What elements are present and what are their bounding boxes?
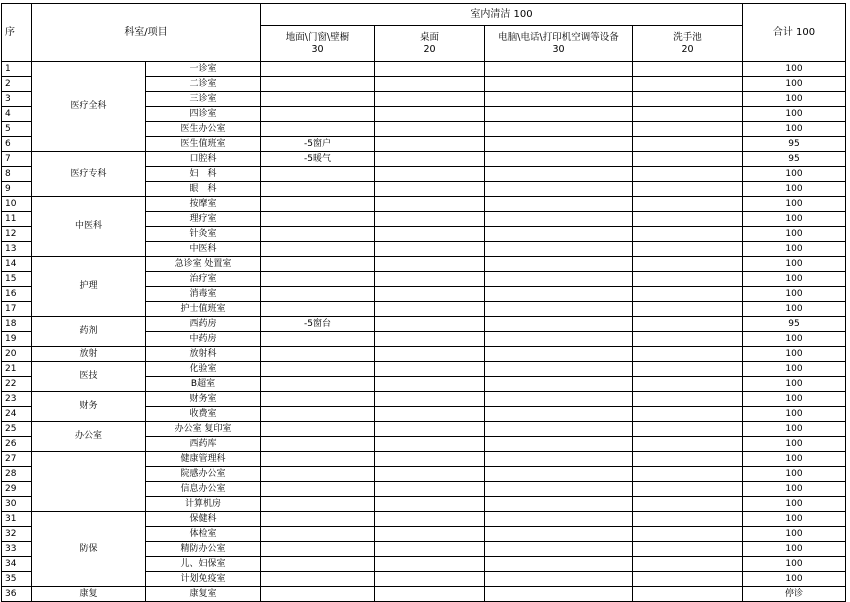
equipment-cell [485,557,633,572]
total-cell: 100 [743,407,846,422]
room-cell: 健康管理科 [146,452,261,467]
total-cell: 95 [743,317,846,332]
floor-windows-cell: -5暖气 [261,152,375,167]
sink-cell [633,377,743,392]
sink-cell [633,542,743,557]
header-sink-label: 洗手池 [673,31,702,43]
table-row [2,392,846,407]
room-cell: 办公室 复印室 [146,422,261,437]
room-cell: 理疗室 [146,212,261,227]
equipment-cell [485,587,633,602]
sink-cell [633,272,743,287]
equipment-cell [485,407,633,422]
desk-cell [375,257,485,272]
seq-cell: 10 [2,197,32,212]
total-cell: 100 [743,347,846,362]
equipment-cell [485,197,633,212]
total-cell: 100 [743,212,846,227]
floor-windows-cell [261,572,375,587]
sink-cell [633,407,743,422]
room-cell: 西药库 [146,437,261,452]
table-row [2,152,846,167]
seq-cell: 8 [2,167,32,182]
equipment-cell [485,137,633,152]
seq-cell: 12 [2,227,32,242]
table-row [2,362,846,377]
equipment-cell [485,62,633,77]
floor-windows-cell [261,92,375,107]
desk-cell [375,437,485,452]
room-cell: 四诊室 [146,107,261,122]
desk-cell [375,242,485,257]
room-cell: 收费室 [146,407,261,422]
equipment-cell [485,482,633,497]
seq-cell: 3 [2,92,32,107]
room-cell: 二诊室 [146,77,261,92]
desk-cell [375,62,485,77]
desk-cell [375,572,485,587]
desk-cell [375,362,485,377]
equipment-cell [485,302,633,317]
desk-cell [375,77,485,92]
table-row [2,587,846,602]
room-cell: B超室 [146,377,261,392]
floor-windows-cell [261,332,375,347]
total-cell: 100 [743,227,846,242]
floor-windows-cell [261,377,375,392]
seq-cell: 7 [2,152,32,167]
equipment-cell [485,107,633,122]
sink-cell [633,317,743,332]
room-cell: 一诊室 [146,62,261,77]
total-cell: 100 [743,287,846,302]
desk-cell [375,527,485,542]
department-cell: 放射 [32,347,146,362]
desk-cell [375,482,485,497]
sink-cell [633,497,743,512]
total-cell: 100 [743,77,846,92]
seq-cell: 11 [2,212,32,227]
seq-cell: 18 [2,317,32,332]
floor-windows-cell [261,422,375,437]
seq-cell: 19 [2,332,32,347]
header-floor-windows [261,26,375,62]
header-floor-windows-score: 30 [311,43,324,55]
floor-windows-cell [261,122,375,137]
sink-cell [633,227,743,242]
table-body [2,62,846,602]
desk-cell [375,467,485,482]
floor-windows-cell [261,557,375,572]
sink-cell [633,332,743,347]
total-cell: 100 [743,362,846,377]
total-cell: 100 [743,62,846,77]
floor-windows-cell [261,257,375,272]
total-cell: 100 [743,257,846,272]
seq-cell: 21 [2,362,32,377]
equipment-cell [485,242,633,257]
floor-windows-cell [261,587,375,602]
seq-cell: 17 [2,302,32,317]
equipment-cell [485,467,633,482]
header-desk-score: 20 [423,43,436,55]
floor-windows-cell [261,62,375,77]
equipment-cell [485,422,633,437]
header-floor-windows-label: 地面\门窗\壁橱 [285,31,350,43]
equipment-cell [485,377,633,392]
desk-cell [375,497,485,512]
seq-cell: 2 [2,77,32,92]
sink-cell [633,527,743,542]
seq-cell: 9 [2,182,32,197]
sink-cell [633,467,743,482]
sink-cell [633,512,743,527]
desk-cell [375,272,485,287]
room-cell: 治疗室 [146,272,261,287]
desk-cell [375,212,485,227]
department-cell: 财务 [32,392,146,422]
desk-cell [375,407,485,422]
equipment-cell [485,257,633,272]
total-cell: 100 [743,467,846,482]
total-cell: 100 [743,122,846,137]
desk-cell [375,302,485,317]
table-row [2,257,846,272]
room-cell: 眼 科 [146,182,261,197]
seq-cell: 33 [2,542,32,557]
floor-windows-cell [261,212,375,227]
sink-cell [633,62,743,77]
total-cell: 100 [743,182,846,197]
department-cell: 医疗专科 [32,152,146,197]
floor-windows-cell [261,197,375,212]
room-cell: 计算机房 [146,497,261,512]
equipment-cell [485,122,633,137]
equipment-cell [485,572,633,587]
equipment-cell [485,287,633,302]
department-cell: 办公室 [32,422,146,452]
header-desk-label: 桌面 [419,31,439,43]
room-cell: 消毒室 [146,287,261,302]
desk-cell [375,587,485,602]
room-cell: 财务室 [146,392,261,407]
room-cell: 按摩室 [146,197,261,212]
total-cell: 100 [743,107,846,122]
seq-cell: 36 [2,587,32,602]
total-cell: 100 [743,512,846,527]
sink-cell [633,212,743,227]
sink-cell [633,257,743,272]
equipment-cell [485,497,633,512]
sink-cell [633,392,743,407]
total-cell: 100 [743,422,846,437]
floor-windows-cell [261,272,375,287]
equipment-cell [485,152,633,167]
seq-cell: 20 [2,347,32,362]
department-cell: 中医科 [32,197,146,257]
header-equipment-score: 30 [552,43,565,55]
floor-windows-cell [261,227,375,242]
total-cell: 100 [743,92,846,107]
total-cell: 100 [743,332,846,347]
table-row [2,452,846,467]
sink-cell [633,77,743,92]
floor-windows-cell: -5窗户 [261,137,375,152]
room-cell: 信息办公室 [146,482,261,497]
sink-cell [633,437,743,452]
desk-cell [375,152,485,167]
room-cell: 护士值班室 [146,302,261,317]
desk-cell [375,392,485,407]
floor-windows-cell [261,512,375,527]
total-cell: 100 [743,377,846,392]
sink-cell [633,92,743,107]
sink-cell [633,572,743,587]
header-dept-item: 科室/项目 [32,4,261,62]
seq-cell: 26 [2,437,32,452]
room-cell: 院感办公室 [146,467,261,482]
room-cell: 妇 科 [146,167,261,182]
floor-windows-cell [261,527,375,542]
floor-windows-cell [261,482,375,497]
room-cell: 医生值班室 [146,137,261,152]
total-cell: 100 [743,272,846,287]
room-cell: 口腔科 [146,152,261,167]
equipment-cell [485,212,633,227]
sink-cell [633,167,743,182]
floor-windows-cell [261,167,375,182]
header-equipment [485,26,633,62]
cleaning-score-table [1,3,846,602]
desk-cell [375,452,485,467]
department-cell: 医技 [32,362,146,392]
equipment-cell [485,527,633,542]
floor-windows-cell [261,287,375,302]
desk-cell [375,92,485,107]
equipment-cell [485,452,633,467]
total-cell: 100 [743,197,846,212]
seq-cell: 14 [2,257,32,272]
room-cell: 针灸室 [146,227,261,242]
table-row [2,347,846,362]
sink-cell [633,197,743,212]
room-cell: 三诊室 [146,92,261,107]
equipment-cell [485,272,633,287]
sink-cell [633,122,743,137]
seq-cell: 4 [2,107,32,122]
room-cell: 医生办公室 [146,122,261,137]
table-row [2,197,846,212]
total-cell: 100 [743,167,846,182]
desk-cell [375,542,485,557]
seq-cell: 27 [2,452,32,467]
total-cell: 100 [743,557,846,572]
equipment-cell [485,227,633,242]
equipment-cell [485,92,633,107]
floor-windows-cell [261,77,375,92]
floor-windows-cell [261,392,375,407]
seq-cell: 31 [2,512,32,527]
equipment-cell [485,347,633,362]
desk-cell [375,512,485,527]
desk-cell [375,557,485,572]
total-cell: 100 [743,452,846,467]
sink-cell [633,302,743,317]
floor-windows-cell [261,407,375,422]
seq-cell: 25 [2,422,32,437]
department-cell: 医疗全科 [32,62,146,152]
sink-cell [633,242,743,257]
room-cell: 中医科 [146,242,261,257]
floor-windows-cell [261,347,375,362]
header-seq: 序 [2,4,32,62]
department-cell: 防保 [32,512,146,587]
equipment-cell [485,167,633,182]
sink-cell [633,137,743,152]
header-equipment-label: 电脑\电话\打印机空调等设备 [498,31,619,43]
sink-cell [633,362,743,377]
floor-windows-cell [261,107,375,122]
sink-cell [633,347,743,362]
sink-cell [633,482,743,497]
floor-windows-cell [261,542,375,557]
floor-windows-cell [261,437,375,452]
seq-cell: 13 [2,242,32,257]
desk-cell [375,137,485,152]
equipment-cell [485,332,633,347]
seq-cell: 22 [2,377,32,392]
room-cell: 急诊室 处置室 [146,257,261,272]
seq-cell: 23 [2,392,32,407]
total-cell: 100 [743,437,846,452]
header-total: 合计 100 [743,4,846,62]
desk-cell [375,197,485,212]
sink-cell [633,452,743,467]
floor-windows-cell [261,362,375,377]
equipment-cell [485,77,633,92]
desk-cell [375,317,485,332]
room-cell: 精防办公室 [146,542,261,557]
equipment-cell [485,182,633,197]
desk-cell [375,377,485,392]
room-cell: 体检室 [146,527,261,542]
desk-cell [375,122,485,137]
desk-cell [375,287,485,302]
department-cell [32,452,146,512]
total-cell: 100 [743,242,846,257]
total-cell: 100 [743,302,846,317]
floor-windows-cell [261,182,375,197]
total-cell: 100 [743,527,846,542]
total-cell: 95 [743,152,846,167]
desk-cell [375,167,485,182]
floor-windows-cell [261,497,375,512]
sink-cell [633,182,743,197]
seq-cell: 30 [2,497,32,512]
room-cell: 放射科 [146,347,261,362]
floor-windows-cell: -5窗台 [261,317,375,332]
seq-cell: 28 [2,467,32,482]
seq-cell: 29 [2,482,32,497]
sink-cell [633,557,743,572]
total-cell: 100 [743,392,846,407]
sink-cell [633,152,743,167]
total-cell: 100 [743,542,846,557]
seq-cell: 32 [2,527,32,542]
room-cell: 儿、妇保室 [146,557,261,572]
header-desk [375,26,485,62]
equipment-cell [485,437,633,452]
department-cell: 药剂 [32,317,146,347]
desk-cell [375,347,485,362]
desk-cell [375,422,485,437]
seq-cell: 5 [2,122,32,137]
seq-cell: 16 [2,287,32,302]
total-cell: 100 [743,482,846,497]
floor-windows-cell [261,467,375,482]
total-cell: 100 [743,572,846,587]
room-cell: 计划免疫室 [146,572,261,587]
desk-cell [375,332,485,347]
header-indoor-cleaning: 室内清洁 100 [261,4,743,26]
seq-cell: 35 [2,572,32,587]
room-cell: 西药房 [146,317,261,332]
sink-cell [633,287,743,302]
equipment-cell [485,317,633,332]
equipment-cell [485,512,633,527]
room-cell: 康复室 [146,587,261,602]
total-cell: 停诊 [743,587,846,602]
seq-cell: 24 [2,407,32,422]
floor-windows-cell [261,302,375,317]
room-cell: 保健科 [146,512,261,527]
floor-windows-cell [261,452,375,467]
seq-cell: 1 [2,62,32,77]
header-sink [633,26,743,62]
table-row [2,317,846,332]
sink-cell [633,587,743,602]
total-cell: 100 [743,497,846,512]
seq-cell: 6 [2,137,32,152]
department-cell: 护理 [32,257,146,317]
table-row [2,62,846,77]
equipment-cell [485,392,633,407]
desk-cell [375,227,485,242]
room-cell: 中药房 [146,332,261,347]
sink-cell [633,107,743,122]
desk-cell [375,182,485,197]
seq-cell: 15 [2,272,32,287]
floor-windows-cell [261,242,375,257]
header-sink-score: 20 [681,43,694,55]
seq-cell: 34 [2,557,32,572]
equipment-cell [485,362,633,377]
room-cell: 化验室 [146,362,261,377]
equipment-cell [485,542,633,557]
total-cell: 95 [743,137,846,152]
sink-cell [633,422,743,437]
table-row [2,422,846,437]
table-row [2,512,846,527]
department-cell: 康复 [32,587,146,602]
desk-cell [375,107,485,122]
